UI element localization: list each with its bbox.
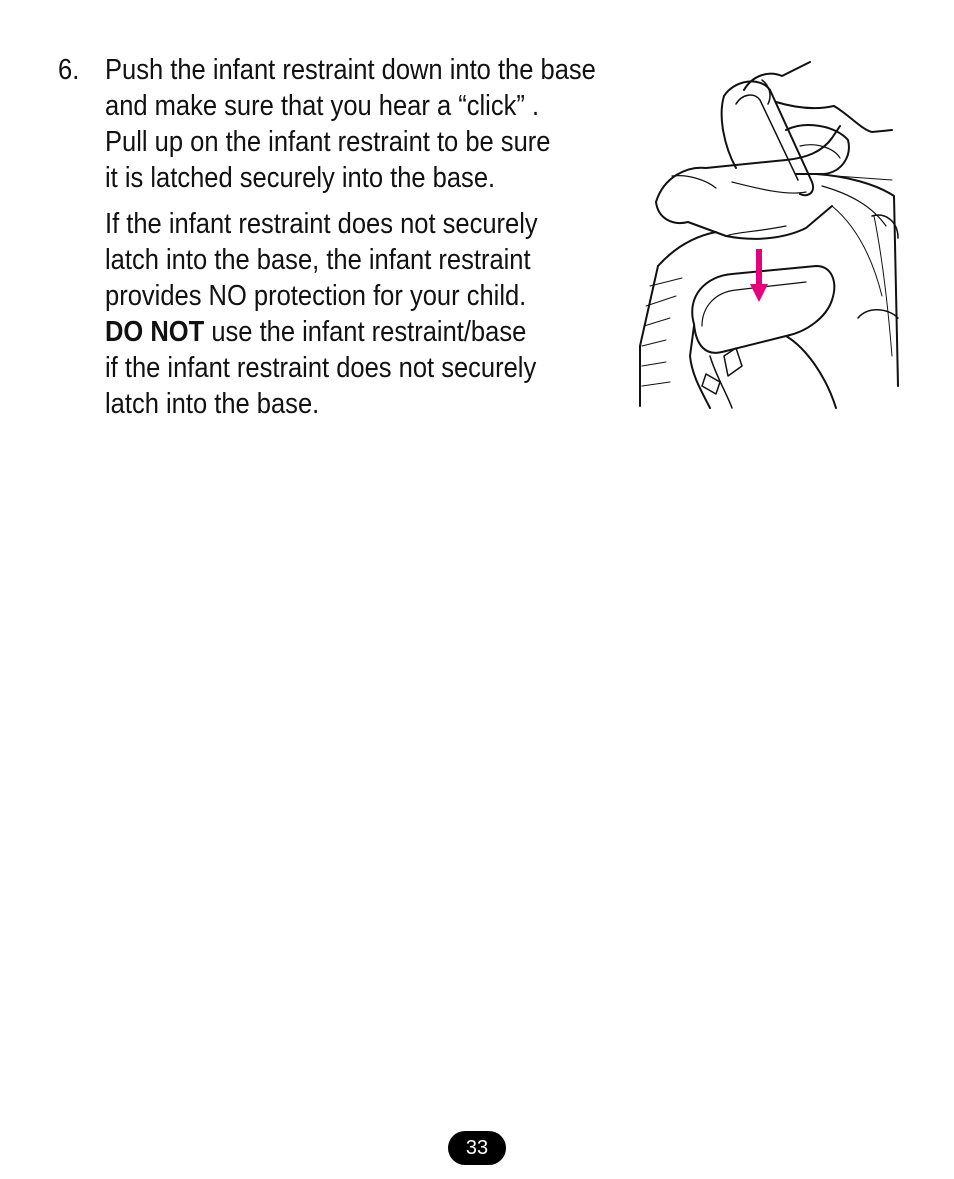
text-line: If the infant restraint does not securely <box>105 208 538 240</box>
text-line: latch into the base, the infant restraint <box>105 244 531 276</box>
page-number-badge: 33 <box>448 1131 506 1165</box>
text-line: if the infant restraint does not securely <box>105 352 537 384</box>
warning-line <box>105 314 615 350</box>
step-number: 6. <box>58 54 80 86</box>
warning-text: use the infant restraint/base <box>204 316 527 348</box>
text-line: provides NO protection for your child. <box>105 280 527 312</box>
do-not-emphasis: DO NOT <box>105 316 205 348</box>
text-line: latch into the base. <box>105 388 320 420</box>
paragraph-instructions <box>105 52 685 196</box>
paragraph-warning <box>105 206 685 422</box>
text-line: and make sure that you hear a “click” . <box>105 90 540 122</box>
down-arrow-icon <box>750 249 768 302</box>
text-line: it is latched securely into the base. <box>105 162 496 194</box>
text-line: Pull up on the infant restraint to be sure <box>105 126 551 158</box>
text-line: Push the infant restraint down into the base <box>105 54 596 86</box>
step-body <box>105 52 685 422</box>
infant-seat-into-base-illustration <box>636 56 900 410</box>
